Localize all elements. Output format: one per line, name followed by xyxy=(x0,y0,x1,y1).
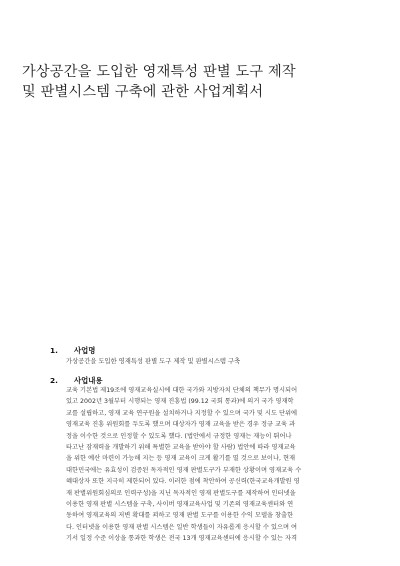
body-line: 교육 기본법 제19조에 영재교육실시에 대한 국가와 지방자치 단체의 책무가 명시되어 xyxy=(66,387,298,394)
body-line: 정을 이수한 것으로 인정할 수 있도록 했다. (법안에서 규정한 영재는 재능이 뛰어나 xyxy=(66,432,292,440)
body-line: 다. 인터넷을 이용한 영재 판별 시스템은 일반 학생들이 자유롭게 응시할 수 있으며 여 xyxy=(66,523,298,531)
section-body-project-name xyxy=(66,356,240,365)
body-line: 을 위한 예산 마련이 가능해 지는 등 영재 교육이 크게 활기를 띨 것으로 보이나, 현재 xyxy=(66,455,296,463)
body-line: 영재교육 진흥 위원회를 두도록 했으며 대상자가 영재 교육을 받은 경우 정규 교육 과 xyxy=(66,421,296,429)
section-number: 2. xyxy=(50,376,58,385)
body-line: 가상공간을 도입한 영재특성 판별 도구 제작 및 판별시스템 구축 xyxy=(66,358,241,365)
section-title: 사업내용 xyxy=(74,376,103,385)
section-number: 1. xyxy=(50,346,58,355)
section-heading-project-name xyxy=(50,345,95,356)
body-line: 타고난 잠재력을 개발하기 위해 특별한 교육을 받아야 할 사람) 법안에 따라 영재교육 xyxy=(66,444,296,452)
body-line: 대한민국에는 유효성이 검증된 독자적인 영재 판별도구가 부재한 상황이며 영재교육 수 xyxy=(66,466,302,474)
body-line: 재 판별위원회심의로 인력구성)을 지닌 독자적인 영재 판별도구를 제작하여 인터넷을 xyxy=(66,489,296,497)
section-body-project-content xyxy=(66,385,356,545)
document-title xyxy=(22,62,382,102)
section-title: 사업명 xyxy=(74,346,96,355)
body-line: 혜대상자 또한 지극히 제한되어 있다. 이러한 점에 착안하여 공신력(한국교육개발원 영 xyxy=(66,478,300,486)
body-line: 교를 설립하고, 영재 교육 연구원을 설치하거나 지정할 수 있으며 국가 및 시도 단위에 xyxy=(66,409,298,417)
body-line: 이용한 영재 판별 시스템을 구축, 사이버 영재교육사업 및 기존의 영재교육센터와 연 xyxy=(66,501,294,509)
body-line: 동하여 영재교육의 저변 확대를 꾀하고 영재 판별 도구를 이용한 수익 모델을 창출한 xyxy=(66,512,294,520)
body-line: 기서 일정 수준 이상을 통과한 학생은 전국 13개 영재교육센터에 응시할 수 있는 자격 xyxy=(66,535,298,543)
title-line: 및 판별시스템 구축에 관한 사업계획서 xyxy=(22,84,264,100)
body-line: 있고 2002년 3월부터 시행되는 영재 진흥법 (99.12 국회 통과)에 의거 국가 영재학 xyxy=(66,398,294,406)
title-line: 가상공간을 도입한 영재특성 판별 도구 제작 xyxy=(22,64,296,80)
